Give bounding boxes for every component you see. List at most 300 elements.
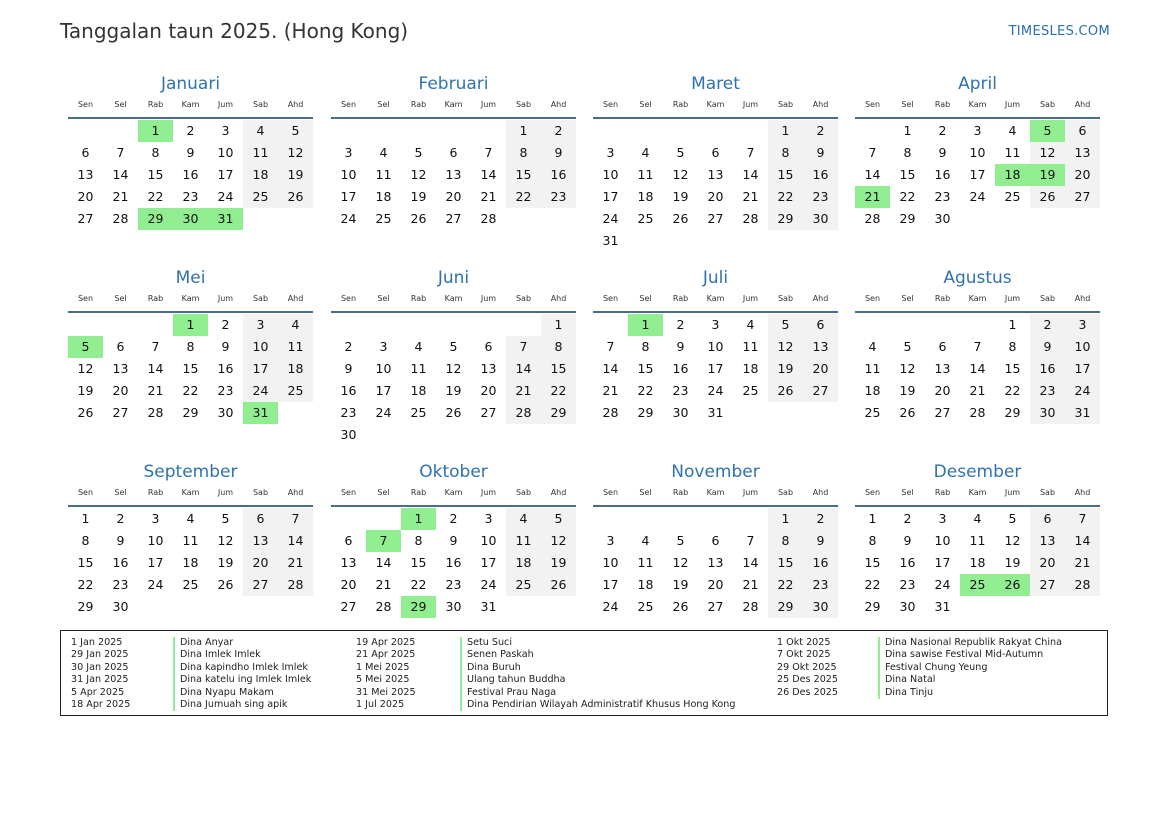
day-cell: 24 — [1065, 380, 1100, 402]
day-cell: 24 — [602, 599, 619, 614]
day-cell: 14 — [864, 167, 881, 182]
weekday-label: Jum — [742, 294, 759, 303]
weekday-label: Kam — [181, 100, 200, 109]
holiday-name: Setu Suci — [460, 637, 735, 649]
day-cell: 1 — [1008, 317, 1017, 332]
day-cell: 8 — [186, 339, 195, 354]
day-cell: 10 — [602, 167, 619, 182]
day-cell: 23 — [445, 577, 462, 592]
weekday-label: Sen — [602, 294, 619, 303]
empty-cell — [733, 120, 768, 142]
day-cell: 26 — [899, 405, 916, 420]
day-cell: 3 — [711, 317, 720, 332]
weekday-header — [593, 484, 838, 502]
divider — [593, 505, 838, 507]
holiday-day-cell: 26 — [995, 574, 1030, 596]
day-cell: 18 — [182, 555, 199, 570]
day-cell: 8 — [903, 145, 912, 160]
day-cell: 14 — [147, 361, 164, 376]
day-cell: 19 — [1004, 555, 1021, 570]
day-cell: 22 — [506, 186, 541, 208]
day-grid — [331, 314, 576, 446]
day-grid — [855, 314, 1100, 424]
site-link[interactable]: TIMESLES.COM — [1008, 24, 1110, 39]
weekday-label: Sab — [777, 100, 794, 109]
day-cell: 13 — [707, 167, 724, 182]
day-cell: 28 — [742, 599, 759, 614]
holiday-day-cell: 25 — [960, 574, 995, 596]
day-cell: 3 — [973, 123, 982, 138]
day-cell: 13 — [112, 361, 129, 376]
weekday-label: Sel — [639, 100, 652, 109]
holiday-name: Festival Prau Naga — [460, 687, 735, 699]
day-cell: 27 — [340, 599, 357, 614]
day-cell: 25 — [375, 211, 392, 226]
day-cell: 5 — [903, 339, 912, 354]
day-cell: 4 — [414, 339, 423, 354]
weekday-header — [68, 290, 313, 308]
empty-cell — [401, 120, 436, 142]
day-cell: 2 — [803, 120, 838, 142]
weekday-label: Jum — [480, 488, 497, 497]
day-cell: 13 — [1030, 530, 1065, 552]
day-cell: 6 — [116, 339, 125, 354]
day-cell: 14 — [969, 361, 986, 376]
holiday-dates-column — [71, 637, 130, 711]
day-cell: 30 — [899, 599, 916, 614]
day-cell: 1 — [81, 511, 90, 526]
month-agustus — [855, 268, 1100, 424]
day-cell: 13 — [707, 555, 724, 570]
empty-cell — [366, 314, 401, 336]
empty-cell — [925, 314, 960, 336]
day-cell: 15 — [147, 167, 164, 182]
day-cell: 22 — [864, 577, 881, 592]
holiday-day-cell: 7 — [366, 530, 401, 552]
weekday-label: Ahd — [550, 294, 567, 303]
weekday-header — [855, 96, 1100, 114]
day-cell: 4 — [278, 314, 313, 336]
month-name: Desember — [933, 462, 1022, 482]
day-cell: 6 — [449, 145, 458, 160]
day-cell: 19 — [672, 189, 689, 204]
weekday-label: Ahd — [812, 488, 829, 497]
holiday-day-cell: 1 — [401, 508, 436, 530]
weekday-label: Kam — [181, 488, 200, 497]
empty-cell — [628, 120, 663, 142]
empty-cell — [471, 120, 506, 142]
day-cell: 12 — [217, 533, 234, 548]
day-cell: 25 — [506, 574, 541, 596]
day-cell: 20 — [1065, 164, 1100, 186]
day-cell: 3 — [344, 145, 353, 160]
day-cell: 21 — [602, 383, 619, 398]
day-cell: 18 — [864, 383, 881, 398]
weekday-label: Rab — [147, 100, 164, 109]
day-cell: 10 — [480, 533, 497, 548]
day-cell: 12 — [410, 167, 427, 182]
day-cell: 17 — [217, 167, 234, 182]
day-cell: 20 — [480, 383, 497, 398]
day-cell: 26 — [672, 599, 689, 614]
day-cell: 22 — [182, 383, 199, 398]
day-cell: 19 — [899, 383, 916, 398]
day-cell: 9 — [1030, 336, 1065, 358]
empty-cell — [68, 314, 103, 336]
day-grid — [593, 314, 838, 424]
day-cell: 30 — [1030, 402, 1065, 424]
weekday-label: Sel — [639, 488, 652, 497]
weekday-label: Sab — [515, 100, 532, 109]
day-cell: 16 — [340, 383, 357, 398]
day-cell: 23 — [672, 383, 689, 398]
day-cell: 26 — [217, 577, 234, 592]
weekday-label: Sen — [77, 294, 94, 303]
day-cell: 7 — [1065, 508, 1100, 530]
weekday-header — [331, 290, 576, 308]
day-cell: 31 — [934, 599, 951, 614]
holiday-name: Dina kapindho Imlek Imlek — [173, 662, 311, 674]
day-cell: 28 — [602, 405, 619, 420]
day-cell: 14 — [480, 167, 497, 182]
holiday-day-cell: 29 — [401, 596, 436, 618]
day-cell: 22 — [768, 186, 803, 208]
day-cell: 24 — [602, 211, 619, 226]
day-cell: 20 — [934, 383, 951, 398]
empty-cell — [663, 120, 698, 142]
day-cell: 29 — [1004, 405, 1021, 420]
day-cell: 5 — [676, 533, 685, 548]
day-cell: 27 — [803, 380, 838, 402]
day-cell: 30 — [803, 596, 838, 618]
month-name: Juni — [437, 268, 470, 288]
day-cell: 20 — [803, 358, 838, 380]
holiday-name: Dina sawise Festival Mid-Autumn — [878, 649, 1062, 661]
day-cell: 25 — [637, 599, 654, 614]
day-cell: 9 — [186, 145, 195, 160]
day-cell: 20 — [445, 189, 462, 204]
empty-cell — [506, 314, 541, 336]
weekday-header — [68, 96, 313, 114]
day-cell: 16 — [803, 164, 838, 186]
day-cell: 19 — [77, 383, 94, 398]
weekday-header — [331, 96, 576, 114]
weekday-label: Rab — [147, 488, 164, 497]
day-cell: 20 — [707, 189, 724, 204]
day-cell: 24 — [707, 383, 724, 398]
holiday-day-cell: 5 — [68, 336, 103, 358]
holiday-name: Dina Imlek Imlek — [173, 649, 311, 661]
day-cell: 4 — [641, 145, 650, 160]
holiday-date: 21 Apr 2025 — [356, 649, 416, 661]
day-cell: 21 — [1065, 552, 1100, 574]
day-cell: 4 — [641, 533, 650, 548]
day-cell: 6 — [1030, 508, 1065, 530]
day-cell: 14 — [602, 361, 619, 376]
weekday-label: Sen — [77, 100, 94, 109]
month-name: April — [958, 74, 997, 94]
holiday-day-cell: 31 — [208, 208, 243, 230]
day-cell: 22 — [637, 383, 654, 398]
day-cell: 28 — [742, 211, 759, 226]
weekday-label: Sab — [1039, 488, 1056, 497]
weekday-label: Kam — [444, 100, 463, 109]
day-cell: 27 — [1030, 574, 1065, 596]
holiday-name: Dina Nyapu Makam — [173, 687, 311, 699]
day-cell: 24 — [217, 189, 234, 204]
weekday-label: Ahd — [812, 294, 829, 303]
month-juni — [331, 268, 576, 446]
day-cell: 6 — [803, 314, 838, 336]
divider — [68, 505, 313, 507]
day-cell: 3 — [938, 511, 947, 526]
empty-cell — [103, 314, 138, 336]
divider — [68, 311, 313, 313]
day-cell: 25 — [243, 186, 278, 208]
day-cell: 28 — [112, 211, 129, 226]
day-cell: 3 — [221, 123, 230, 138]
day-cell: 5 — [414, 145, 423, 160]
empty-cell — [890, 314, 925, 336]
weekday-label: Ahd — [1074, 100, 1091, 109]
day-cell: 9 — [803, 530, 838, 552]
weekday-label: Sen — [77, 488, 94, 497]
day-cell: 11 — [182, 533, 199, 548]
day-cell: 8 — [768, 530, 803, 552]
day-cell: 1 — [903, 123, 912, 138]
day-cell: 19 — [445, 383, 462, 398]
day-cell: 23 — [112, 577, 129, 592]
divider — [855, 117, 1100, 119]
divider — [68, 117, 313, 119]
holiday-day-cell: 1 — [173, 314, 208, 336]
day-cell: 12 — [672, 167, 689, 182]
day-cell: 10 — [1065, 336, 1100, 358]
holiday-names-column — [460, 637, 735, 711]
holiday-date: 1 Jan 2025 — [71, 637, 123, 648]
day-cell: 10 — [243, 336, 278, 358]
holiday-names-column — [173, 637, 311, 711]
weekday-label: Rab — [147, 294, 164, 303]
day-cell: 30 — [934, 211, 951, 226]
day-cell: 27 — [77, 211, 94, 226]
day-cell: 3 — [606, 145, 615, 160]
empty-cell — [366, 508, 401, 530]
day-cell: 28 — [506, 402, 541, 424]
weekday-label: Sab — [1039, 294, 1056, 303]
weekday-label: Ahd — [1074, 294, 1091, 303]
holiday-day-cell: 29 — [138, 208, 173, 230]
day-cell: 15 — [506, 164, 541, 186]
day-cell: 22 — [768, 574, 803, 596]
month-name: September — [143, 462, 238, 482]
holiday-dates-column — [356, 637, 416, 711]
day-cell: 9 — [116, 533, 125, 548]
day-grid — [68, 120, 313, 230]
day-cell: 28 — [969, 405, 986, 420]
month-name: Januari — [160, 74, 221, 94]
day-cell: 19 — [410, 189, 427, 204]
day-cell: 3 — [151, 511, 160, 526]
day-cell: 29 — [182, 405, 199, 420]
divider — [855, 311, 1100, 313]
day-cell: 25 — [1004, 189, 1021, 204]
day-cell: 9 — [344, 361, 353, 376]
weekday-label: Ahd — [550, 100, 567, 109]
day-cell: 8 — [868, 533, 877, 548]
day-cell: 4 — [973, 511, 982, 526]
weekday-label: Rab — [410, 294, 427, 303]
day-cell: 1 — [868, 511, 877, 526]
day-cell: 12 — [445, 361, 462, 376]
day-cell: 1 — [768, 120, 803, 142]
weekday-label: Jum — [217, 294, 234, 303]
day-cell: 8 — [81, 533, 90, 548]
day-cell: 10 — [707, 339, 724, 354]
day-cell: 23 — [899, 577, 916, 592]
day-cell: 28 — [147, 405, 164, 420]
weekday-label: Kam — [444, 294, 463, 303]
day-cell: 30 — [112, 599, 129, 614]
day-cell: 5 — [541, 508, 576, 530]
day-cell: 23 — [803, 186, 838, 208]
month-name: Oktober — [419, 462, 488, 482]
weekday-label: Sel — [114, 100, 127, 109]
day-cell: 9 — [903, 533, 912, 548]
day-cell: 12 — [1030, 142, 1065, 164]
month-name: Mei — [175, 268, 206, 288]
weekday-label: Sab — [1039, 100, 1056, 109]
day-cell: 2 — [676, 317, 685, 332]
day-cell: 12 — [278, 142, 313, 164]
day-cell: 16 — [541, 164, 576, 186]
empty-cell — [663, 508, 698, 530]
day-cell: 13 — [934, 361, 951, 376]
divider — [593, 117, 838, 119]
day-cell: 2 — [116, 511, 125, 526]
weekday-label: Kam — [444, 488, 463, 497]
day-cell: 6 — [1065, 120, 1100, 142]
month-november — [593, 462, 838, 618]
day-cell: 11 — [637, 167, 654, 182]
day-cell: 2 — [221, 317, 230, 332]
holiday-day-cell: 31 — [243, 402, 278, 424]
weekday-label: Ahd — [287, 294, 304, 303]
day-cell: 6 — [711, 145, 720, 160]
day-cell: 17 — [147, 555, 164, 570]
month-juli — [593, 268, 838, 424]
day-cell: 22 — [1004, 383, 1021, 398]
day-cell: 30 — [217, 405, 234, 420]
weekday-label: Sen — [340, 488, 357, 497]
holiday-day-cell: 5 — [1030, 120, 1065, 142]
month-desember — [855, 462, 1100, 618]
day-cell: 26 — [768, 380, 803, 402]
empty-cell — [331, 314, 366, 336]
day-cell: 8 — [506, 142, 541, 164]
day-cell: 21 — [969, 383, 986, 398]
day-cell: 8 — [1008, 339, 1017, 354]
day-cell: 17 — [602, 577, 619, 592]
day-cell: 18 — [410, 383, 427, 398]
day-cell: 27 — [707, 211, 724, 226]
day-cell: 28 — [375, 599, 392, 614]
weekday-label: Sen — [340, 100, 357, 109]
weekday-label: Jum — [742, 100, 759, 109]
day-cell: 16 — [672, 361, 689, 376]
day-cell: 9 — [938, 145, 947, 160]
day-cell: 2 — [541, 120, 576, 142]
day-cell: 3 — [379, 339, 388, 354]
weekday-header — [855, 484, 1100, 502]
day-cell: 20 — [112, 383, 129, 398]
month-januari — [68, 74, 313, 230]
day-cell: 16 — [803, 552, 838, 574]
day-cell: 13 — [445, 167, 462, 182]
day-cell: 7 — [606, 339, 615, 354]
day-cell: 18 — [742, 361, 759, 376]
day-cell: 19 — [541, 552, 576, 574]
day-cell: 21 — [480, 189, 497, 204]
day-grid — [593, 508, 838, 618]
page-title: Tanggalan taun 2025. (Hong Kong) — [60, 19, 409, 43]
day-cell: 27 — [934, 405, 951, 420]
day-cell: 4 — [186, 511, 195, 526]
weekday-label: Sel — [377, 488, 390, 497]
day-grid — [68, 508, 313, 618]
day-cell: 13 — [77, 167, 94, 182]
day-cell: 8 — [414, 533, 423, 548]
day-cell: 27 — [112, 405, 129, 420]
weekday-label: Sen — [864, 100, 881, 109]
empty-cell — [960, 314, 995, 336]
day-cell: 7 — [484, 145, 493, 160]
day-cell: 13 — [340, 555, 357, 570]
day-cell: 17 — [969, 167, 986, 182]
weekday-label: Jum — [1004, 294, 1021, 303]
month-oktober — [331, 462, 576, 618]
weekday-label: Sen — [602, 100, 619, 109]
day-cell: 9 — [803, 142, 838, 164]
day-cell: 9 — [541, 142, 576, 164]
day-cell: 16 — [217, 361, 234, 376]
day-cell: 31 — [707, 405, 724, 420]
day-cell: 14 — [742, 555, 759, 570]
day-cell: 24 — [375, 405, 392, 420]
day-cell: 16 — [899, 555, 916, 570]
day-cell: 24 — [480, 577, 497, 592]
day-cell: 1 — [541, 314, 576, 336]
day-cell: 26 — [672, 211, 689, 226]
empty-cell — [436, 120, 471, 142]
day-cell: 28 — [278, 574, 313, 596]
day-cell: 15 — [899, 167, 916, 182]
weekday-label: Kam — [968, 294, 987, 303]
holiday-day-cell: 21 — [855, 186, 890, 208]
holiday-name: Dina katelu ing Imlek Imlek — [173, 674, 311, 686]
day-cell: 17 — [340, 189, 357, 204]
weekday-label: Ahd — [287, 488, 304, 497]
day-cell: 10 — [934, 533, 951, 548]
day-cell: 24 — [243, 380, 278, 402]
day-cell: 11 — [410, 361, 427, 376]
holiday-day-cell: 19 — [1030, 164, 1065, 186]
empty-cell — [103, 120, 138, 142]
day-cell: 29 — [768, 208, 803, 230]
day-cell: 2 — [449, 511, 458, 526]
day-cell: 29 — [637, 405, 654, 420]
day-cell: 23 — [1030, 380, 1065, 402]
